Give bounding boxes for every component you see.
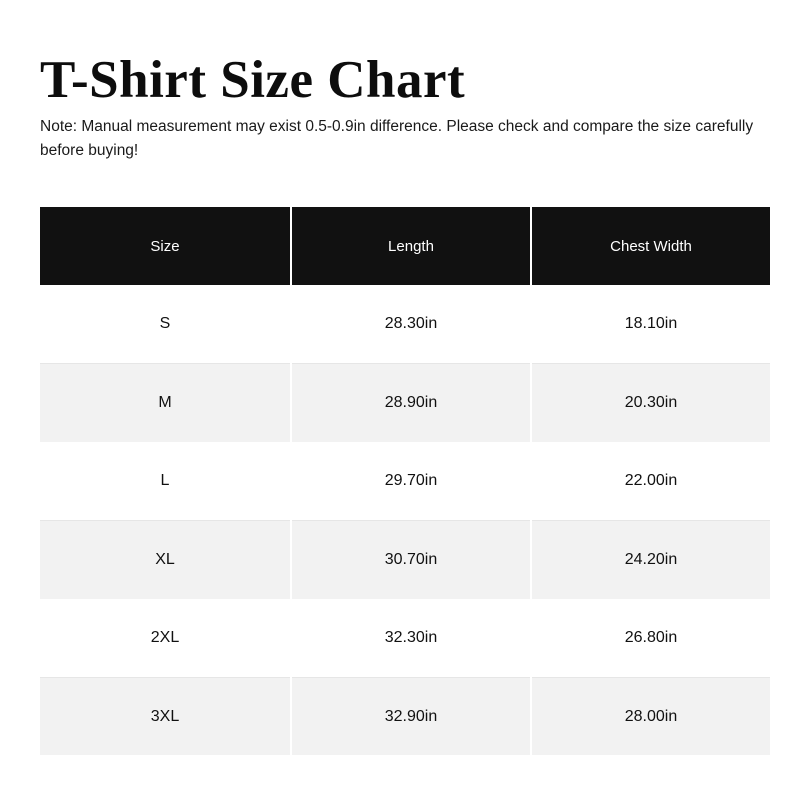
cell-length: 32.30in [291, 599, 531, 678]
size-chart-table [40, 207, 770, 755]
cell-chest-width: 26.80in [531, 599, 770, 678]
cell-size: S [40, 285, 291, 363]
cell-length: 28.90in [291, 363, 531, 442]
cell-chest-width: 24.20in [531, 520, 770, 599]
cell-size: XL [40, 520, 291, 599]
cell-chest-width: 22.00in [531, 442, 770, 521]
table-body [40, 285, 770, 755]
cell-chest-width: 20.30in [531, 363, 770, 442]
cell-size: L [40, 442, 291, 521]
cell-length: 32.90in [291, 677, 531, 755]
table-header-row [40, 207, 770, 285]
table-row [40, 285, 770, 363]
measurement-note: Note: Manual measurement may exist 0.5-0.9in difference. Please check and compare the size carefully before buying! [40, 118, 754, 160]
cell-length: 28.30in [291, 285, 531, 363]
table-header [40, 207, 770, 285]
cell-length: 29.70in [291, 442, 531, 521]
cell-size: 3XL [40, 677, 291, 755]
size-chart-table-wrapper [40, 207, 760, 755]
table-row [40, 599, 770, 678]
table-row [40, 520, 770, 599]
column-header-length: Length [291, 207, 531, 285]
table-row [40, 677, 770, 755]
page-title: T-Shirt Size Chart [40, 51, 466, 109]
table-row [40, 363, 770, 442]
cell-chest-width: 18.10in [531, 285, 770, 363]
cell-length: 30.70in [291, 520, 531, 599]
table-row [40, 442, 770, 521]
cell-chest-width: 28.00in [531, 677, 770, 755]
column-header-size: Size [40, 207, 291, 285]
cell-size: 2XL [40, 599, 291, 678]
column-header-chest-width: Chest Width [531, 207, 770, 285]
cell-size: M [40, 363, 291, 442]
